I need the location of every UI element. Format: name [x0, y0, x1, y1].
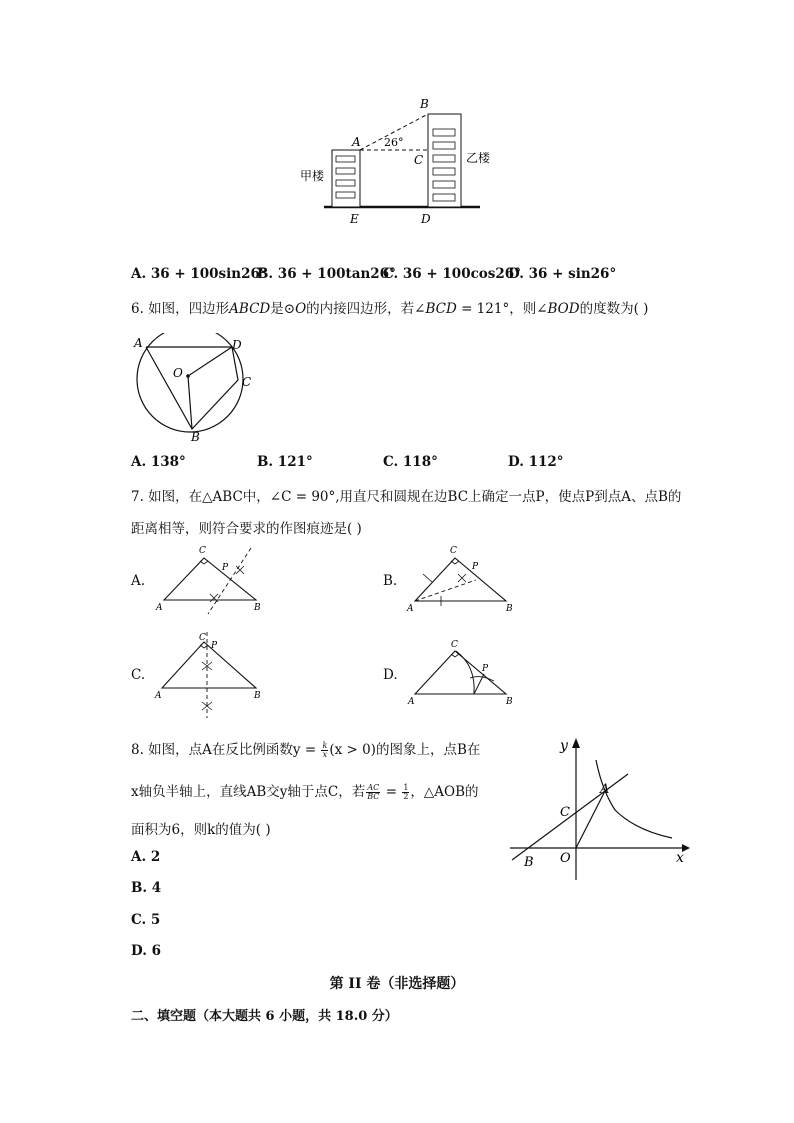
q7b-A: A	[407, 604, 414, 614]
q8-frac-k	[321, 742, 328, 759]
q7-option-d[interactable]: D.	[383, 667, 398, 683]
q7c-C: C	[199, 633, 206, 643]
section2-heading: 二、填空题（本大题共 6 小题，共 18.0 分）	[131, 1009, 398, 1024]
q8-line1	[131, 738, 480, 759]
q7-figure-a	[150, 542, 265, 617]
q7-line1: 7. 如图，在△ABC中，∠C = 90°,用直尺和圆规在边BC上确定一点P，使点P到点A、点B的	[131, 489, 682, 505]
q6-label-D: D	[232, 338, 242, 352]
q8-half-den: 2	[403, 792, 409, 801]
q8-line2-pre: x轴负半轴上，直线AB交y轴于点C，若	[131, 784, 366, 800]
q6-question	[131, 297, 648, 317]
q8-frac-ac-bc	[366, 784, 380, 801]
q7c-A: A	[155, 691, 162, 701]
q7-option-c[interactable]: C.	[131, 667, 146, 683]
q7-line2: 距离相等，则符合要求的作图痕迹是( )	[131, 521, 362, 537]
q6-option-c[interactable]: C. 118°	[383, 454, 438, 470]
q8-label-C: C	[560, 805, 570, 820]
q8-line2-mid: =	[381, 784, 402, 800]
q6-option-d[interactable]: D. 112°	[508, 454, 564, 470]
q7d-A: A	[408, 697, 415, 707]
q6-angle1: BCD	[425, 301, 457, 317]
q8-option-a[interactable]: A. 2	[131, 849, 161, 865]
q7-option-b[interactable]: B.	[383, 573, 398, 589]
q5-building-left: 甲楼	[300, 169, 325, 183]
q6-label-C: C	[242, 375, 252, 389]
q8-label-B: B	[524, 855, 534, 870]
q6-label-B: B	[191, 430, 200, 444]
q8-line2-post: ，△AOB的	[410, 784, 479, 800]
q7a-P: P	[222, 563, 229, 573]
q6-text-1: 6. 如图，四边形	[131, 301, 230, 317]
q6-label-A: A	[134, 336, 143, 350]
q7d-B: B	[506, 697, 513, 707]
q7a-A: A	[156, 603, 163, 613]
q8-frac-k-den: x	[322, 750, 328, 759]
q5-building-right: 乙楼	[466, 151, 491, 165]
q5-label-D: D	[421, 212, 431, 226]
q5-option-c[interactable]: C. 36 + 100cos26°	[383, 266, 521, 282]
q7-figure-b	[400, 542, 520, 617]
q7-option-a[interactable]: A.	[131, 573, 146, 589]
q8-frac-k-num: k	[322, 741, 328, 750]
q5-angle-label: 26°	[384, 136, 404, 149]
q6-text-2: 是⊙	[270, 301, 296, 317]
q8-line1-post: (x > 0)的图象上，点B在	[329, 742, 481, 758]
q8-label-y: y	[560, 738, 568, 754]
q8-option-d[interactable]: D. 6	[131, 943, 162, 959]
q8-label-x: x	[676, 850, 684, 866]
q5-label-B: B	[420, 97, 429, 111]
q8-label-O: O	[560, 851, 571, 866]
q8-frac-den: BC	[367, 792, 380, 801]
part2-title: 第 II 卷（非选择题）	[329, 976, 465, 992]
q6-angle2: BOD	[547, 301, 580, 317]
q5-label-A: A	[352, 135, 361, 149]
q5-building-figure	[290, 92, 500, 227]
q7a-C: C	[199, 546, 206, 556]
q8-graph-figure	[500, 730, 700, 885]
q6-text-4: = 121°，则∠	[456, 301, 548, 317]
q8-label-A: A	[600, 782, 610, 797]
q8-frac-half	[402, 784, 409, 801]
q7b-C: C	[450, 546, 457, 556]
q7-figure-c	[150, 628, 265, 720]
q5-label-C: C	[414, 153, 424, 167]
q6-text-5: 的度数为( )	[579, 301, 649, 317]
q7b-P: P	[472, 562, 479, 572]
q5-option-a[interactable]: A. 36 + 100sin26°	[131, 266, 267, 282]
q6-circle-name: O	[295, 301, 307, 317]
q7b-B: B	[506, 604, 513, 614]
q6-quad: ABCD	[229, 301, 271, 317]
q7c-B: B	[254, 691, 261, 701]
q8-frac-num: AC	[367, 783, 380, 792]
q6-label-O: O	[173, 366, 183, 380]
q6-option-b[interactable]: B. 121°	[257, 454, 313, 470]
q6-option-a[interactable]: A. 138°	[131, 454, 186, 470]
q6-circle-figure	[128, 333, 258, 448]
q8-line3: 面积为6，则k的值为( )	[131, 822, 271, 838]
q8-option-c[interactable]: C. 5	[131, 912, 161, 928]
q8-half-num: 1	[403, 783, 409, 792]
q7a-B: B	[254, 603, 261, 613]
q7-figure-d	[400, 636, 520, 711]
q5-label-E: E	[350, 212, 359, 226]
q7c-P: P	[211, 641, 218, 651]
q5-option-d[interactable]: D. 36 + sin26°	[508, 266, 617, 282]
q8-line1-pre: 8. 如图，点A在反比例函数y =	[131, 742, 321, 758]
q6-text-3: 的内接四边形，若∠	[306, 301, 426, 317]
q7d-C: C	[451, 640, 458, 650]
q8-option-b[interactable]: B. 4	[131, 880, 162, 896]
q7d-P: P	[482, 664, 489, 674]
q5-option-b[interactable]: B. 36 + 100tan26°	[257, 266, 396, 282]
q8-line2	[131, 780, 479, 801]
